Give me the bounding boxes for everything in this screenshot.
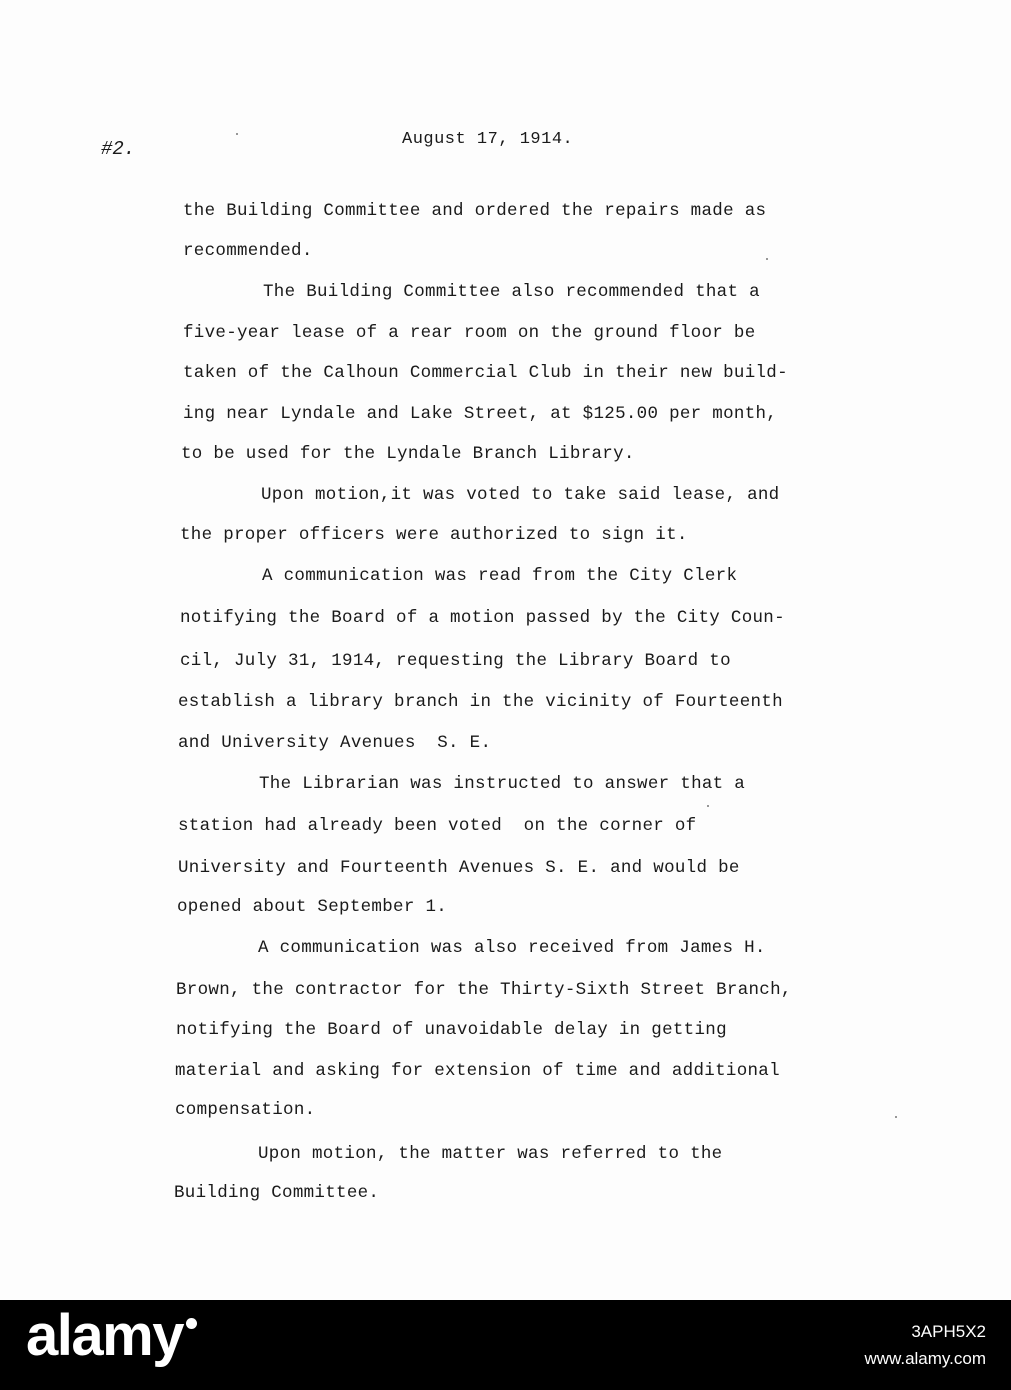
text-line: Brown, the contractor for the Thirty-Sixth Street Branch, [176,980,792,1000]
logo-text: alamy [26,1303,183,1368]
text-line: opened about September 1. [177,897,448,917]
image-id: 3APH5X2 [911,1322,986,1341]
text-line: compensation. [175,1100,316,1120]
text-line: to be used for the Lyndale Branch Library. [181,444,635,464]
scan-speck [236,133,238,135]
site-url: www.alamy.com [864,1349,986,1368]
scan-speck [895,1116,897,1118]
alamy-logo [26,1303,197,1368]
document-date: August 17, 1914. [402,130,574,149]
text-line: Building Committee. [174,1183,380,1203]
text-line: and University Avenues S. E. [178,733,492,753]
text-line: Upon motion,it was voted to take said lease, and [261,485,780,505]
scan-speck [766,258,768,260]
text-line: material and asking for extension of time and additional [175,1061,780,1081]
text-line: the Building Committee and ordered the repairs made as [183,201,767,221]
text-line: Upon motion, the matter was referred to the [258,1144,723,1164]
text-line: recommended. [183,241,313,261]
text-line: taken of the Calhoun Commercial Club in their new build- [183,363,788,383]
text-line: notifying the Board of unavoidable delay in getting [176,1020,727,1040]
text-line: the proper officers were authorized to sign it. [180,525,688,545]
scan-speck [707,805,709,807]
text-line: station had already been voted on the corner of [178,816,697,836]
text-line: five-year lease of a rear room on the ground floor be [183,323,756,343]
text-line: cil, July 31, 1914, requesting the Library Board to [180,651,731,671]
text-line: The Building Committee also recommended that a [263,282,760,302]
page-number: #2. [101,138,136,160]
text-line: The Librarian was instructed to answer that a [259,774,746,794]
text-line: ing near Lyndale and Lake Street, at $125.00 per month, [183,404,778,424]
logo-dot-icon [186,1318,197,1329]
text-line: A communication was also received from James H. [258,938,766,958]
text-line: A communication was read from the City Clerk [262,566,738,586]
text-line: notifying the Board of a motion passed by the City Coun- [180,608,785,628]
text-line: establish a library branch in the vicinity of Fourteenth [178,692,783,712]
text-line: University and Fourteenth Avenues S. E. and would be [178,858,740,878]
